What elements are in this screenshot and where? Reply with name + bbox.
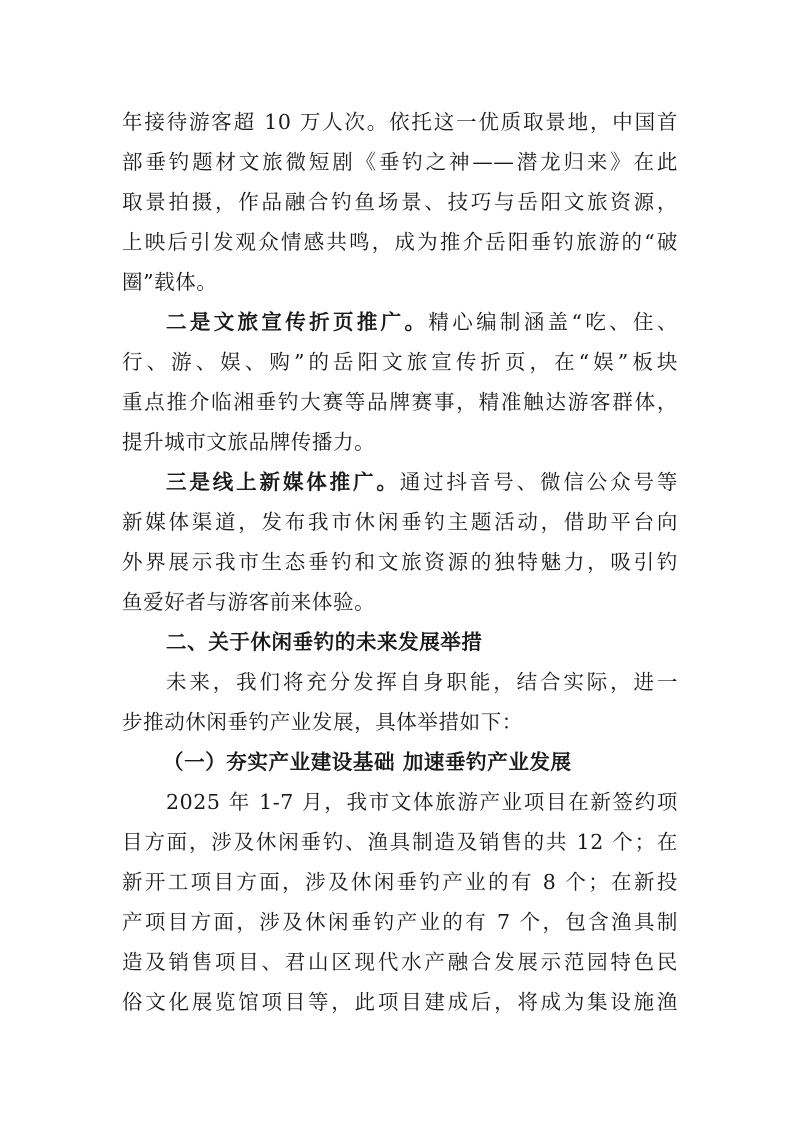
paragraph-text: 通过抖音号、微信公众号等 xyxy=(399,470,679,494)
paragraph-line: 取景拍摄，作品融合钓鱼场景、技巧与岳阳文旅资源， xyxy=(122,190,678,214)
paragraph-line: 行、游、娱、购”的岳阳文旅宣传折页，在“娱”板块 xyxy=(122,350,678,374)
paragraph-line: 俗文化展览馆项目等，此项目建成后，将成为集设施渔 xyxy=(122,990,678,1014)
paragraph-line: 圈”载体。 xyxy=(122,270,218,294)
paragraph-line: 未来，我们将充分发挥自身职能，结合实际，进一 xyxy=(166,670,678,694)
paragraph-text: 精心编制涵盖“吃、住、 xyxy=(428,310,678,334)
paragraph-line: 外界展示我市生态垂钓和文旅资源的独特魅力，吸引钓 xyxy=(122,550,678,574)
paragraph-first-line xyxy=(166,462,678,502)
paragraph-line: 重点推介临湘垂钓大赛等品牌赛事，精准触达游客群体， xyxy=(122,390,678,414)
paragraph-line: 新媒体渠道，发布我市休闲垂钓主题活动，借助平台向 xyxy=(122,510,678,534)
paragraph-line: 造及销售项目、君山区现代水产融合发展示范园特色民 xyxy=(122,950,678,974)
paragraph-line: 部垂钓题材文旅微短剧《垂钓之神——潜龙归来》在此 xyxy=(122,150,678,174)
paragraph-line: 新开工项目方面，涉及休闲垂钓产业的有 8 个；在新投 xyxy=(122,870,678,894)
paragraph-line: 2025 年 1-7 月，我市文体旅游产业项目在新签约项 xyxy=(166,790,678,814)
paragraph-lead: 二是文旅宣传折页推广。 xyxy=(166,310,429,334)
paragraph-line: 年接待游客超 10 万人次。依托这一优质取景地，中国首 xyxy=(122,110,678,134)
paragraph-line: 提升城市文旅品牌传播力。 xyxy=(122,430,376,454)
paragraph-first-line xyxy=(166,302,678,342)
paragraph-lead: 三是线上新媒体推广。 xyxy=(166,470,400,494)
paragraph-line: 目方面，涉及休闲垂钓、渔具制造及销售的共 12 个；在 xyxy=(122,830,678,854)
paragraph-line: 上映后引发观众情感共鸣，成为推介岳阳垂钓旅游的“破 xyxy=(122,230,678,254)
paragraph-line: 产项目方面，涉及休闲垂钓产业的有 7 个，包含渔具制 xyxy=(122,910,678,934)
paragraph-line: 鱼爱好者与游客前来体验。 xyxy=(122,590,376,614)
subsection-heading: （一）夯实产业建设基础 加速垂钓产业发展 xyxy=(163,750,572,774)
paragraph-line: 步推动休闲垂钓产业发展，具体举措如下： xyxy=(122,710,523,734)
section-heading: 二、关于休闲垂钓的未来发展举措 xyxy=(166,630,483,654)
